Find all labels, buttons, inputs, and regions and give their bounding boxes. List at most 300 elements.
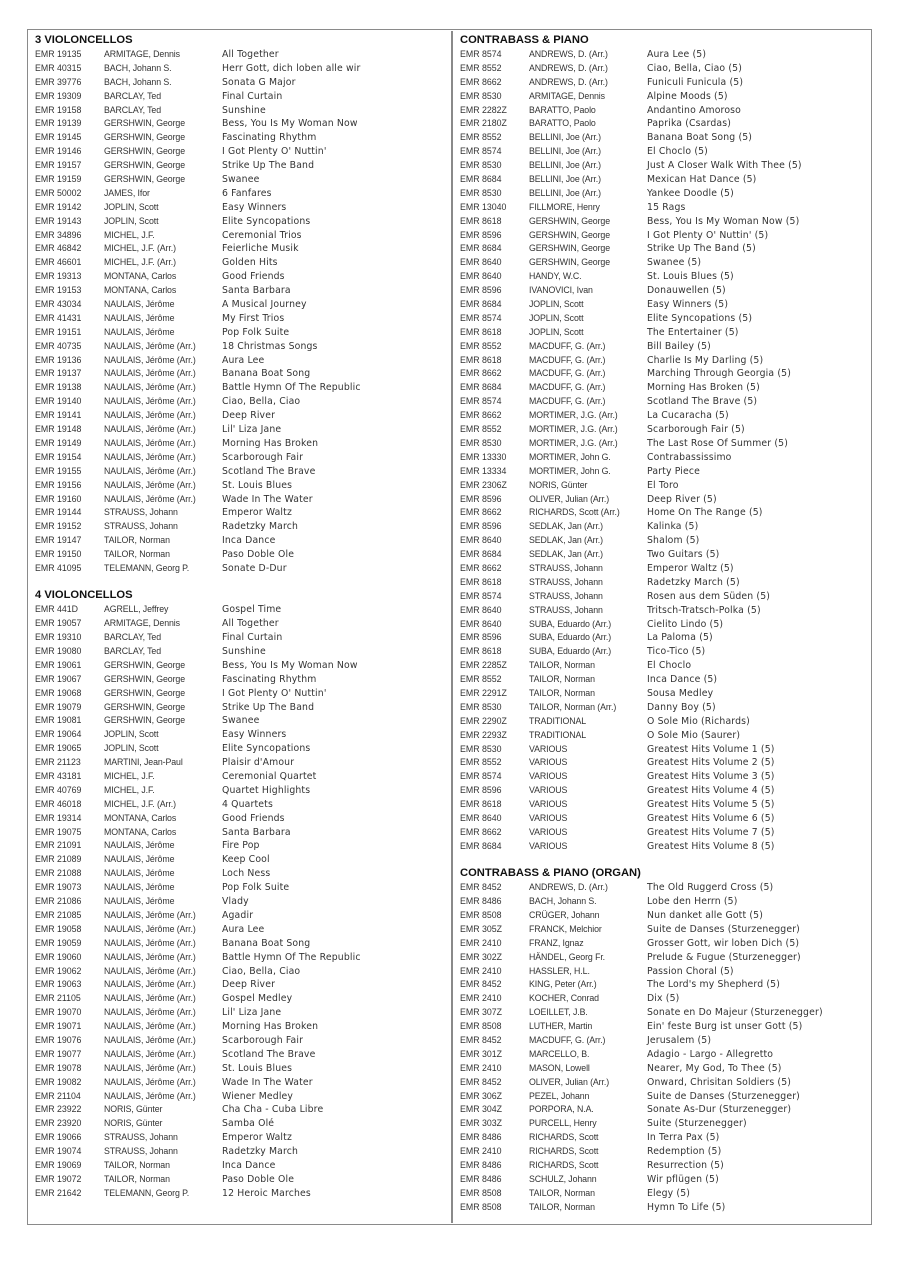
work-title: Scarborough Fair — [222, 1034, 304, 1046]
catalog-row — [35, 1034, 445, 1048]
composer-name: MACDUFF, G. (Arr.) — [529, 340, 606, 351]
edition-number: EMR 19078 — [35, 1062, 82, 1073]
work-title: All Together — [222, 49, 279, 60]
composer-name: RICHARDS, Scott — [529, 1159, 599, 1170]
catalog-row — [460, 1173, 865, 1187]
edition-number: EMR 23920 — [35, 1118, 82, 1129]
edition-number: EMR 40735 — [35, 340, 82, 351]
work-title: I Got Plenty O' Nuttin' — [222, 146, 327, 158]
catalog-row — [35, 201, 445, 215]
edition-number: EMR 8618 — [460, 354, 502, 365]
catalog-row — [460, 409, 865, 423]
edition-number: EMR 13040 — [460, 201, 507, 212]
work-title: Adagio - Largo - Allegretto — [647, 1048, 774, 1060]
composer-name: TAILOR, Norman — [529, 687, 595, 698]
work-title: El Choclo — [647, 660, 692, 672]
catalog-row — [460, 506, 865, 520]
catalog-row — [35, 951, 445, 965]
work-title: Swanee (5) — [647, 257, 702, 269]
work-title: Marching Through Georgia (5) — [647, 368, 791, 380]
section-contrabass-piano-organ — [460, 867, 865, 1214]
edition-number: EMR 8684 — [460, 382, 502, 393]
work-title: 6 Fanfares — [222, 187, 272, 199]
composer-name: NAULAIS, Jérôme — [104, 312, 175, 323]
catalog-list — [35, 48, 445, 576]
work-title: Santa Barbara — [222, 826, 291, 838]
composer-name: MONTANA, Carlos — [104, 826, 177, 837]
work-title: St. Louis Blues (5) — [647, 271, 734, 283]
work-title: Inca Dance (5) — [647, 674, 718, 686]
work-title: Feierliche Musik — [222, 243, 299, 255]
catalog-row — [460, 451, 865, 465]
work-title: Gospel Medley — [222, 993, 293, 1005]
catalog-row — [35, 145, 445, 159]
work-title: The Lord's my Shepherd (5) — [647, 979, 780, 991]
edition-number: EMR 21085 — [35, 909, 82, 920]
work-title: Vlady — [222, 896, 249, 908]
edition-number: EMR 19153 — [35, 285, 82, 296]
catalog-row — [460, 229, 865, 243]
edition-number: EMR 8486 — [460, 1132, 502, 1143]
composer-name: MACDUFF, G. (Arr.) — [529, 1034, 606, 1045]
composer-name: ARMITAGE, Dennis — [529, 90, 605, 101]
catalog-row — [460, 687, 865, 701]
edition-number: EMR 8618 — [460, 799, 502, 810]
column-divider — [451, 31, 453, 1223]
work-title: Nearer, My God, To Thee (5) — [647, 1062, 782, 1074]
catalog-row — [35, 423, 445, 437]
catalog-row — [35, 534, 445, 548]
work-title: Resurrection (5) — [647, 1159, 724, 1171]
work-title: All Together — [222, 618, 279, 630]
edition-number: EMR 19146 — [35, 146, 82, 157]
composer-name: BARCLAY, Ted — [104, 90, 161, 101]
catalog-row — [460, 48, 865, 62]
catalog-row — [35, 645, 445, 659]
edition-number: EMR 8552 — [460, 62, 502, 73]
edition-number: EMR 19071 — [35, 1021, 82, 1032]
work-title: Ciao, Bella, Ciao — [222, 396, 301, 408]
composer-name: AGRELL, Jeffrey — [104, 604, 169, 615]
composer-name: JOPLIN, Scott — [104, 201, 159, 212]
edition-number: EMR 19067 — [35, 673, 82, 684]
composer-name: NAULAIS, Jérôme — [104, 868, 175, 879]
composer-name: KING, Peter (Arr.) — [529, 979, 597, 990]
composer-name: VARIOUS — [529, 799, 568, 810]
composer-name: NAULAIS, Jérôme (Arr.) — [104, 424, 196, 435]
work-title: Mexican Hat Dance (5) — [647, 174, 757, 186]
edition-number: EMR 19155 — [35, 465, 82, 476]
composer-name: ANDREWS, D. (Arr.) — [529, 76, 608, 87]
work-title: Battle Hymn Of The Republic — [222, 951, 361, 963]
catalog-row — [460, 173, 865, 187]
composer-name: RICHARDS, Scott — [529, 1132, 599, 1143]
edition-number: EMR 19158 — [35, 104, 82, 115]
catalog-row — [460, 1076, 865, 1090]
work-title: Greatest Hits Volume 8 (5) — [647, 840, 775, 852]
work-title: Inca Dance — [222, 535, 276, 547]
right-column — [460, 34, 865, 1215]
catalog-row — [35, 617, 445, 631]
catalog-list — [460, 881, 865, 1214]
composer-name: NAULAIS, Jérôme (Arr.) — [104, 909, 196, 920]
catalog-row — [460, 256, 865, 270]
work-title: A Musical Journey — [222, 299, 307, 311]
composer-name: OLIVER, Julian (Arr.) — [529, 493, 610, 504]
catalog-row — [35, 548, 445, 562]
composer-name: JOPLIN, Scott — [104, 729, 159, 740]
catalog-row — [35, 367, 445, 381]
work-title: Santa Barbara — [222, 285, 291, 297]
edition-number: EMR 19057 — [35, 618, 82, 629]
work-title: Radetzky March — [222, 1146, 299, 1158]
composer-name: MONTANA, Carlos — [104, 812, 177, 823]
edition-number: EMR 13330 — [460, 451, 507, 462]
composer-name: ANDREWS, D. (Arr.) — [529, 882, 608, 893]
work-title: Yankee Doodle (5) — [647, 187, 734, 199]
edition-number: EMR 2410 — [460, 937, 502, 948]
edition-number: EMR 8596 — [460, 493, 502, 504]
edition-number: EMR 19076 — [35, 1034, 82, 1045]
composer-name: PEZEL, Johann — [529, 1090, 590, 1101]
work-title: Greatest Hits Volume 1 (5) — [647, 743, 775, 755]
edition-number: EMR 8530 — [460, 743, 502, 754]
work-title: Sunshine — [222, 646, 266, 658]
catalog-row — [35, 978, 445, 992]
catalog-row — [35, 826, 445, 840]
catalog-row — [460, 1006, 865, 1020]
edition-number: EMR 8640 — [460, 604, 502, 615]
catalog-row — [35, 340, 445, 354]
composer-name: TELEMANN, Georg P. — [104, 1187, 190, 1198]
catalog-list — [35, 603, 445, 1200]
work-title: Lobe den Herrn (5) — [647, 896, 738, 908]
edition-number: EMR 8486 — [460, 896, 502, 907]
catalog-row — [35, 1173, 445, 1187]
catalog-row — [35, 298, 445, 312]
work-title: Tico-Tico (5) — [647, 646, 706, 658]
catalog-row — [35, 1062, 445, 1076]
catalog-row — [35, 756, 445, 770]
work-title: Pop Folk Suite — [222, 882, 290, 894]
edition-number: EMR 19148 — [35, 424, 82, 435]
edition-number: EMR 19073 — [35, 882, 82, 893]
work-title: Shalom (5) — [647, 535, 700, 547]
composer-name: ANDREWS, D. (Arr.) — [529, 62, 608, 73]
edition-number: EMR 41095 — [35, 562, 82, 573]
edition-number: EMR 21642 — [35, 1187, 82, 1198]
composer-name: TAILOR, Norman — [104, 1173, 170, 1184]
catalog-row — [35, 895, 445, 909]
edition-number: EMR 19058 — [35, 923, 82, 934]
edition-number: EMR 21088 — [35, 868, 82, 879]
edition-number: EMR 19150 — [35, 549, 82, 560]
catalog-row — [460, 1201, 865, 1215]
edition-number: EMR 50002 — [35, 187, 82, 198]
catalog-row — [35, 90, 445, 104]
work-title: Elegy (5) — [647, 1187, 691, 1199]
catalog-row — [460, 62, 865, 76]
edition-number: EMR 19313 — [35, 271, 82, 282]
catalog-row — [460, 645, 865, 659]
edition-number: EMR 8596 — [460, 785, 502, 796]
edition-number: EMR 43034 — [35, 299, 82, 310]
edition-number: EMR 46018 — [35, 798, 82, 809]
work-title: Aura Lee — [222, 923, 265, 935]
work-title: Wade In The Water — [222, 1076, 313, 1088]
work-title: Sonate D-Dur — [222, 562, 287, 574]
catalog-row — [460, 1103, 865, 1117]
edition-number: EMR 19160 — [35, 493, 82, 504]
catalog-row — [35, 603, 445, 617]
edition-number: EMR 19068 — [35, 687, 82, 698]
catalog-row — [35, 701, 445, 715]
work-title: Radetzky March (5) — [647, 576, 740, 588]
catalog-row — [460, 576, 865, 590]
catalog-row — [460, 354, 865, 368]
edition-number: EMR 34896 — [35, 229, 82, 240]
edition-number: EMR 19144 — [35, 507, 82, 518]
catalog-row — [35, 881, 445, 895]
work-title: Ciao, Bella, Ciao (5) — [647, 62, 742, 74]
work-title: Greatest Hits Volume 3 (5) — [647, 771, 775, 783]
catalog-row — [460, 90, 865, 104]
composer-name: BARCLAY, Ted — [104, 646, 161, 657]
composer-name: NAULAIS, Jérôme — [104, 896, 175, 907]
catalog-row — [35, 937, 445, 951]
catalog-row — [460, 534, 865, 548]
catalog-row — [35, 1076, 445, 1090]
composer-name: TRADITIONAL — [529, 729, 587, 740]
work-title: Wir pflügen (5) — [647, 1173, 719, 1185]
catalog-row — [460, 965, 865, 979]
edition-number: EMR 8574 — [460, 771, 502, 782]
edition-number: EMR 19059 — [35, 937, 82, 948]
edition-number: EMR 19079 — [35, 701, 82, 712]
catalog-row — [460, 1048, 865, 1062]
composer-name: SUBA, Eduardo (Arr.) — [529, 646, 612, 657]
edition-number: EMR 8596 — [460, 229, 502, 240]
work-title: Elite Syncopations (5) — [647, 312, 753, 324]
work-title: Emperor Waltz — [222, 507, 292, 519]
composer-name: FRANCK, Melchior — [529, 923, 602, 934]
edition-number: EMR 19063 — [35, 979, 82, 990]
work-title: La Cucaracha (5) — [647, 410, 729, 422]
edition-number: EMR 8530 — [460, 160, 502, 171]
catalog-row — [460, 548, 865, 562]
edition-number: EMR 19139 — [35, 118, 82, 129]
edition-number: EMR 304Z — [460, 1104, 503, 1115]
work-title: St. Louis Blues — [222, 1062, 293, 1074]
catalog-row — [460, 367, 865, 381]
edition-number: EMR 19147 — [35, 535, 82, 546]
composer-name: TELEMANN, Georg P. — [104, 562, 190, 573]
edition-number: EMR 19082 — [35, 1076, 82, 1087]
catalog-row — [35, 215, 445, 229]
composer-name: BACH, Johann S. — [104, 62, 172, 73]
edition-number: EMR 2410 — [460, 1062, 502, 1073]
work-title: Good Friends — [222, 271, 285, 283]
work-title: Greatest Hits Volume 5 (5) — [647, 799, 775, 811]
work-title: Scarborough Fair (5) — [647, 424, 745, 436]
composer-name: GERSHWIN, George — [104, 715, 186, 726]
catalog-row — [460, 812, 865, 826]
composer-name: FRANZ, Ignaz — [529, 937, 584, 948]
work-title: Loch Ness — [222, 868, 271, 880]
section-title: 3 VIOLONCELLOS — [35, 34, 133, 46]
work-title: Rosen aus dem Süden (5) — [647, 590, 771, 602]
catalog-row — [35, 728, 445, 742]
composer-name: JOPLIN, Scott — [529, 326, 584, 337]
composer-name: MACDUFF, G. (Arr.) — [529, 382, 606, 393]
edition-number: EMR 19154 — [35, 451, 82, 462]
work-title: Party Piece — [647, 465, 700, 477]
work-title: Wade In The Water — [222, 493, 313, 505]
work-title: Emperor Waltz — [222, 1132, 292, 1144]
work-title: Funiculi Funicula (5) — [647, 76, 744, 88]
work-title: Lil' Liza Jane — [222, 1007, 282, 1019]
edition-number: EMR 8552 — [460, 757, 502, 768]
composer-name: KOCHER, Conrad — [529, 993, 599, 1004]
catalog-row — [460, 1090, 865, 1104]
catalog-row — [35, 520, 445, 534]
edition-number: EMR 8574 — [460, 312, 502, 323]
work-title: Swanee — [222, 715, 260, 727]
edition-number: EMR 19080 — [35, 646, 82, 657]
work-title: 18 Christmas Songs — [222, 340, 318, 352]
work-title: Ceremonial Trios — [222, 229, 302, 241]
section-contrabass-piano — [460, 34, 865, 854]
composer-name: NAULAIS, Jérôme (Arr.) — [104, 493, 196, 504]
composer-name: MACDUFF, G. (Arr.) — [529, 396, 606, 407]
catalog-row — [35, 284, 445, 298]
composer-name: MORTIMER, J.G. (Arr.) — [529, 437, 618, 448]
section-3-violoncellos — [35, 34, 445, 576]
composer-name: NORIS, Günter — [104, 1104, 163, 1115]
edition-number: EMR 302Z — [460, 951, 503, 962]
edition-number: EMR 41431 — [35, 312, 82, 323]
catalog-row — [35, 714, 445, 728]
work-title: Just A Closer Walk With Thee (5) — [647, 160, 802, 172]
catalog-row — [35, 437, 445, 451]
composer-name: MORTIMER, J.G. (Arr.) — [529, 424, 618, 435]
work-title: Inca Dance — [222, 1159, 276, 1171]
catalog-row — [460, 1145, 865, 1159]
edition-number: EMR 19149 — [35, 437, 82, 448]
catalog-row — [460, 201, 865, 215]
work-title: Pop Folk Suite — [222, 326, 290, 338]
composer-name: SEDLAK, Jan (Arr.) — [529, 535, 603, 546]
work-title: Final Curtain — [222, 632, 283, 644]
edition-number: EMR 8486 — [460, 1173, 502, 1184]
catalog-row — [35, 506, 445, 520]
composer-name: MASON, Lowell — [529, 1062, 590, 1073]
composer-name: VARIOUS — [529, 771, 568, 782]
composer-name: NAULAIS, Jérôme (Arr.) — [104, 354, 196, 365]
edition-number: EMR 2293Z — [460, 729, 507, 740]
composer-name: GERSHWIN, George — [104, 659, 186, 670]
composer-name: VARIOUS — [529, 812, 568, 823]
composer-name: NAULAIS, Jérôme (Arr.) — [104, 1090, 196, 1101]
composer-name: LOEILLET, J.B. — [529, 1007, 588, 1018]
work-title: Danny Boy (5) — [647, 701, 716, 713]
work-title: Sonate As-Dur (Sturzenegger) — [647, 1104, 792, 1116]
catalog-row — [35, 562, 445, 576]
work-title: Donauwellen (5) — [647, 285, 726, 297]
edition-number: EMR 21086 — [35, 896, 82, 907]
composer-name: MORTIMER, J.G. (Arr.) — [529, 410, 618, 421]
work-title: 15 Rags — [647, 201, 686, 213]
edition-number: EMR 2285Z — [460, 660, 507, 671]
composer-name: VARIOUS — [529, 743, 568, 754]
composer-name: VARIOUS — [529, 840, 568, 851]
edition-number: EMR 303Z — [460, 1118, 503, 1129]
catalog-row — [35, 631, 445, 645]
work-title: Bess, You Is My Woman Now (5) — [647, 215, 800, 227]
edition-number: EMR 19072 — [35, 1173, 82, 1184]
edition-number: EMR 21091 — [35, 840, 82, 851]
composer-name: BARATTO, Paolo — [529, 104, 596, 115]
catalog-row — [460, 992, 865, 1006]
catalog-row — [35, 326, 445, 340]
edition-number: EMR 8530 — [460, 701, 502, 712]
edition-number: EMR 8574 — [460, 590, 502, 601]
catalog-row — [35, 839, 445, 853]
work-title: Prelude & Fugue (Sturzenegger) — [647, 951, 801, 963]
edition-number: EMR 8452 — [460, 882, 502, 893]
work-title: Ciao, Bella, Ciao — [222, 965, 301, 977]
edition-number: EMR 8662 — [460, 826, 502, 837]
catalog-row — [35, 395, 445, 409]
composer-name: SEDLAK, Jan (Arr.) — [529, 521, 603, 532]
edition-number: EMR 19077 — [35, 1048, 82, 1059]
composer-name: BELLINI, Joe (Arr.) — [529, 132, 601, 143]
catalog-row — [460, 923, 865, 937]
work-title: O Sole Mio (Richards) — [647, 715, 750, 727]
edition-number: EMR 19074 — [35, 1146, 82, 1157]
work-title: Suite (Sturzenegger) — [647, 1118, 747, 1130]
composer-name: VARIOUS — [529, 785, 568, 796]
work-title: Cha Cha - Cuba Libre — [222, 1104, 324, 1116]
work-title: Kalinka (5) — [647, 521, 699, 533]
catalog-row — [460, 1062, 865, 1076]
edition-number: EMR 8684 — [460, 174, 502, 185]
catalog-row — [460, 895, 865, 909]
work-title: Ein' feste Burg ist unser Gott (5) — [647, 1021, 803, 1033]
catalog-row — [35, 1048, 445, 1062]
edition-number: EMR 8618 — [460, 646, 502, 657]
catalog-row — [460, 76, 865, 90]
composer-name: TAILOR, Norman — [529, 674, 595, 685]
work-title: Herr Gott, dich loben alle wir — [222, 62, 361, 74]
composer-name: BACH, Johann S. — [529, 896, 597, 907]
composer-name: NAULAIS, Jérôme (Arr.) — [104, 437, 196, 448]
composer-name: VARIOUS — [529, 826, 568, 837]
work-title: Easy Winners — [222, 729, 287, 741]
edition-number: EMR 8552 — [460, 132, 502, 143]
catalog-row — [460, 479, 865, 493]
composer-name: NAULAIS, Jérôme (Arr.) — [104, 979, 196, 990]
composer-name: MICHEL, J.F. — [104, 771, 155, 782]
edition-number: EMR 19145 — [35, 132, 82, 143]
work-title: Battle Hymn Of The Republic — [222, 382, 361, 394]
work-title: Redemption (5) — [647, 1146, 722, 1158]
left-column — [35, 34, 445, 1201]
edition-number: EMR 307Z — [460, 1007, 503, 1018]
work-title: Gospel Time — [222, 604, 282, 616]
composer-name: NAULAIS, Jérôme (Arr.) — [104, 479, 196, 490]
edition-number: EMR 8508 — [460, 909, 502, 920]
